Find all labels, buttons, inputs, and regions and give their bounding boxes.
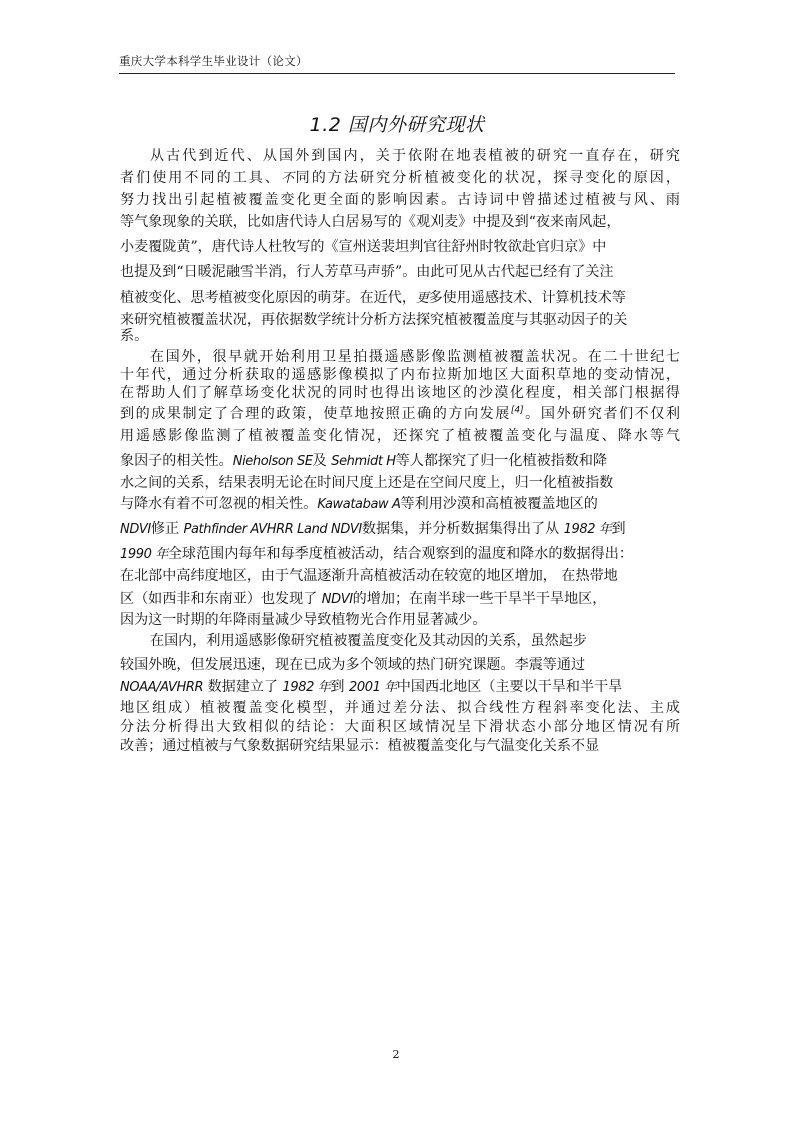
author-name: Kawatabaw A [317, 497, 401, 512]
text-line: 小麦覆陇黄”，唐代诗人杜牧写的《宣州送裴坦判官往舒州时牧欲赴官归京》中 [120, 239, 607, 255]
text-line: 者们使用不同的工具、不同的方法研究分析植被变化的状况，探寻变化的原因， [120, 170, 680, 186]
text-line: 在北部中高纬度地区，由于气温逐渐升高植被活动在较宽的地区增加， 在热带地 [120, 568, 618, 584]
text-line: 等气象现象的关联，比如唐代诗人白居易写的《观刈麦》中提及到“夜来南风起， [120, 214, 621, 230]
text-line: 系。 [120, 328, 149, 344]
text-line: 努力找出引起植被覆盖变化更全面的影响因素。古诗词中曾描述过植被与风、雨 [120, 192, 680, 208]
text-line: 改善；通过植被与气象数据研究结果显示：植被覆盖变化与气温变化关系不显 [120, 738, 600, 754]
text-line: 象因子的相关性。Nieholson SE及 Sehmidt H等人都探究了归一化植被指数和降 [120, 453, 608, 469]
text-line: 植被变化、思考植被变化原因的萌芽。在近代，更多使用遥感技术、计算机技术等 [120, 290, 626, 306]
text-line: 来研究植被覆盖状况，再依据数学统计分析方法探究植被覆盖度与其驱动因子的关 [120, 312, 628, 328]
text-line: 在国内，利用遥感影像研究植被覆盖度变化及其动因的关系，虽然起步 [150, 633, 587, 649]
text-line: 1990 年全球范围内每年和每季度植被活动，结合观察到的温度和降水的数据得出： [120, 546, 633, 562]
text-line: 到的成果制定了合理的政策，使草地按照正确的方向发展[4]。国外研究者们不仅利 [120, 405, 680, 422]
text-line: 地区组成）植被覆盖变化模型，并通过差分法、拟合线性方程斜率变化法、主成 [120, 700, 680, 716]
text-line: 区（如西非和东南亚）也发现了 NDVI的增加；在南半球一些干旱半干旱地区， [120, 591, 607, 607]
running-header [119, 54, 675, 74]
text-line: 从古代到近代、从国外到国内，关于依附在地表植被的研究一直存在，研究 [150, 148, 680, 164]
text-line: 因为这一时期的年降雨量减少导致植物光合作用显著减少。 [120, 612, 487, 628]
section-title: 1.2 国内外研究现状 [309, 114, 485, 136]
text-line: 在帮助人们了解草场变化状况的同时也得出该地区的沙漠化程度，相关部门根据得 [120, 385, 680, 401]
text-line: 在国外，很早就开始利用卫星拍摄遥感影像监测植被覆盖状况。在二十世纪七 [150, 349, 680, 365]
text-line: 用遥感影像监测了植被覆盖变化情况，还探究了植被覆盖变化与温度、降水等气 [120, 428, 680, 444]
page-number: 2 [392, 1048, 400, 1061]
text-line: 水之间的关系，结果表明无论在时间尺度上还是在空间尺度上，归一化植被指数 [120, 475, 614, 491]
author-name: Nieholson SE [232, 454, 313, 469]
text-line: 也提及到“日暖泥融雪半消，行人芳草马声骄”。由此可见从古代起已经有了关注 [120, 264, 614, 280]
text-line: 较国外晚，但发展迅速，现在已成为多个领域的热门研究课题。李震等通过 [120, 657, 586, 673]
text-line: NDVI修正 Pathfinder AVHRR Land NDVI数据集，并分析数据集得出了从 1982 年到 [120, 521, 626, 537]
author-name: Sehmidt H [331, 454, 396, 469]
text-line: NOAA/AVHRR 数据建立了 1982 年到 2001 年中国西北地区（主要以干旱和半干旱 [120, 679, 623, 695]
text-line: 分法分析得出大致相似的结论：大面积区域情况呈下滑状态小部分地区情况有所 [120, 719, 680, 735]
text-line: 与降水有着不可忽视的相关性。Kawatabaw A等利用沙漠和高植被覆盖地区的 [120, 496, 598, 512]
citation-marker: [4] [510, 405, 524, 416]
text-line: 十年代，通过分析获取的遥感影像模拟了内布拉斯加地区大面积草地的变动情况， [120, 367, 680, 383]
running-header-title: 重庆大学本科学生毕业设计（论文） [119, 54, 308, 68]
